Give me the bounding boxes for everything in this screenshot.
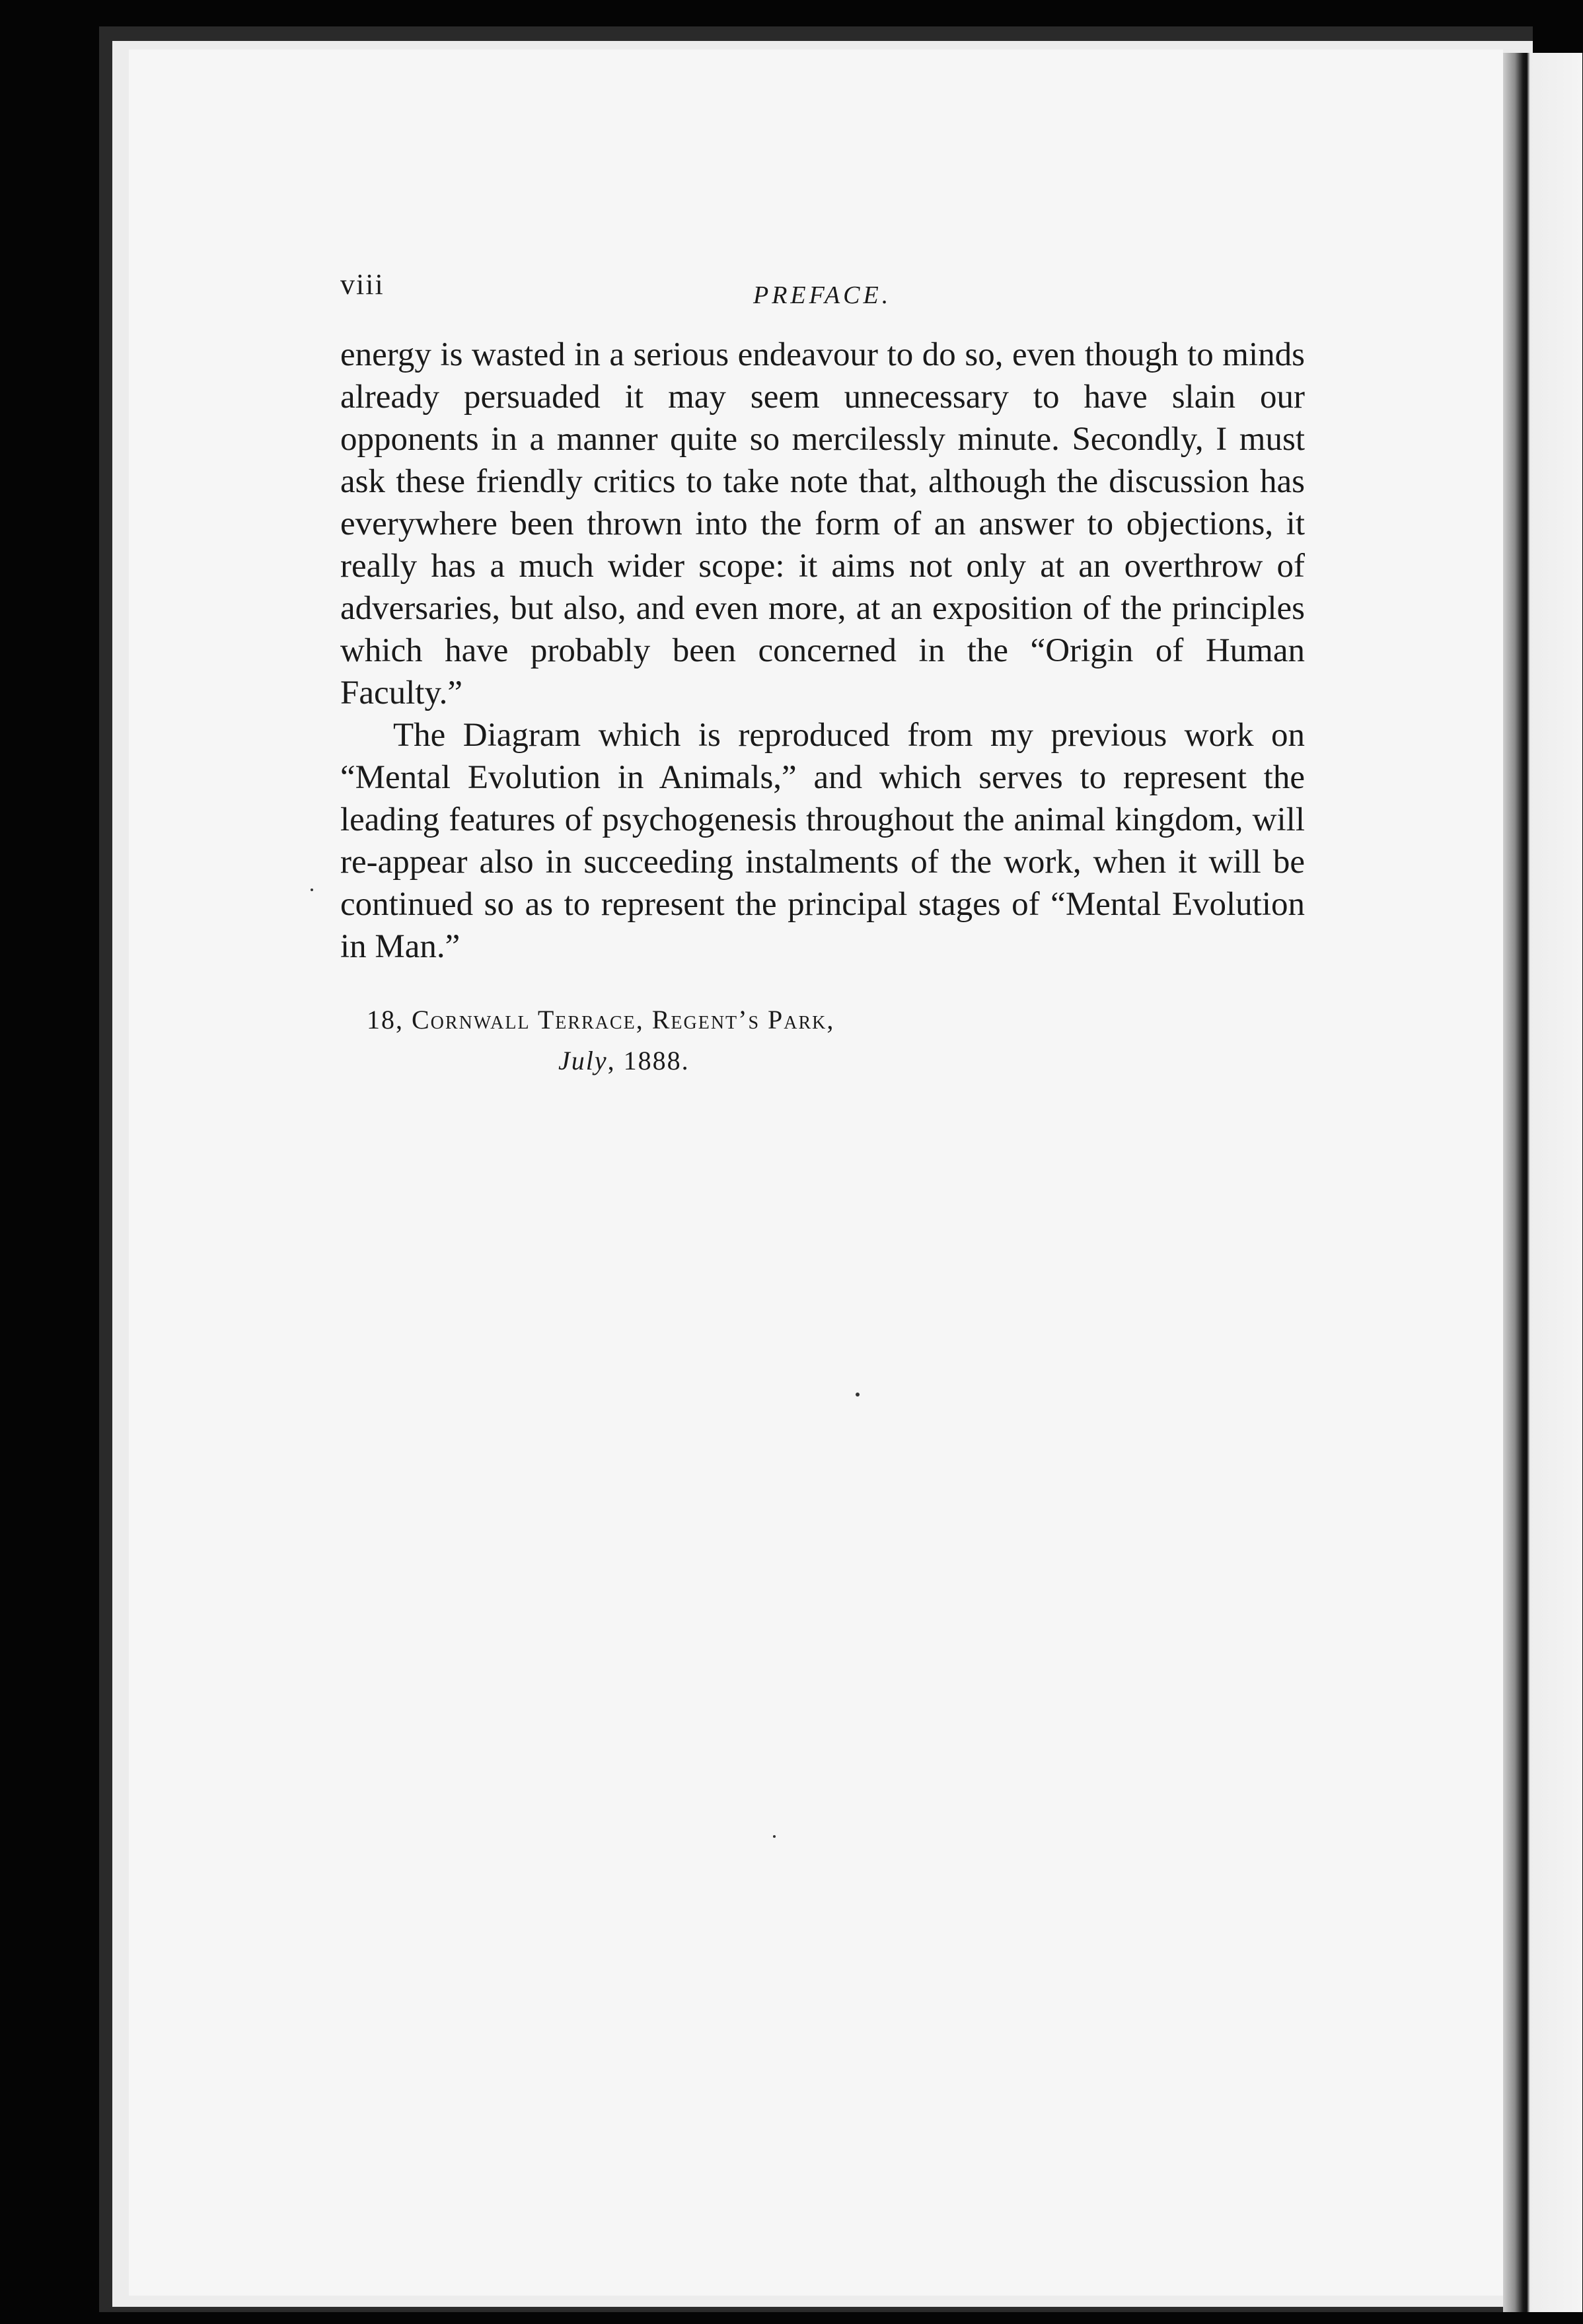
running-head: PREFACE. [753,281,892,309]
ink-speck [773,1835,776,1838]
ink-speck [311,889,313,891]
facing-page-gutter [1503,53,1582,2312]
page-text-block [340,261,1305,1081]
signoff-month: July [558,1046,608,1075]
page-header [340,261,1305,334]
page-number: viii [340,268,385,301]
signoff [340,999,1305,1081]
ink-speck [856,1393,860,1397]
paragraph-1: energy is wasted in a serious endeavour to do so, even though to minds already persuaded it may seem unnecessary to have slain our opponents in a manner quite so mercilessly minute. Secondly, I must ask these friendly critics to take note that, although the discussion has everywhere been thrown into the form of an answer to objections, it really has a much wider scope: it aims not only at an overthrow of adversaries, but also, and even more, at an exposition of the principles which have probably been concerned in the “Origin of Human Faculty.” [340,336,1305,711]
paragraph-2: The Diagram which is reproduced from my previous work on “Mental Evolution in Animals,” and which serves to represent the leading features of psychogenesis throughout the animal kingdom, will re-appear also in succeeding instalments of the work, when it will be continued so as to represent the principal stages of “Mental Evolution in Man.” [340,717,1305,965]
signoff-address: 18, Cornwall Terrace, Regent’s Park, [367,1005,835,1035]
signoff-date [340,1040,1305,1081]
signoff-year: , 1888. [607,1046,690,1075]
